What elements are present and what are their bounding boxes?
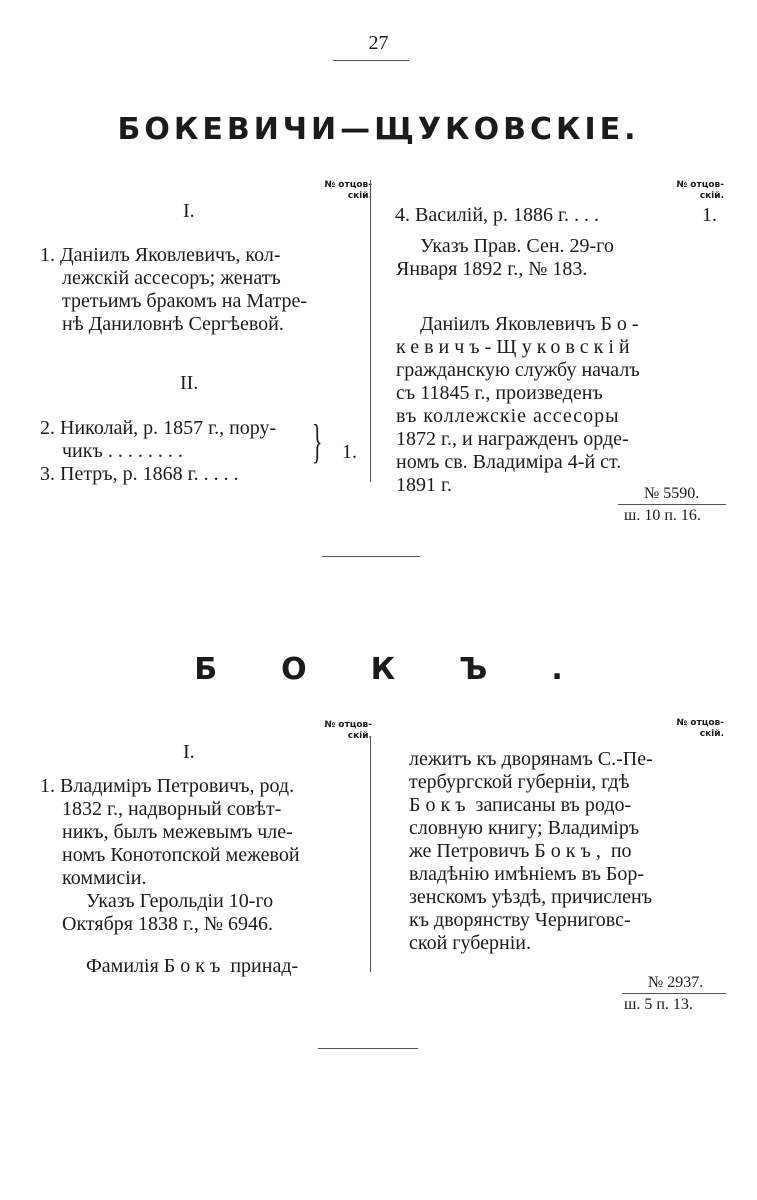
record-number: № 5590. <box>644 485 700 502</box>
biography-paragraph: Даніилъ Яковлевичъ Бо- кевичъ-Щуковскій гражданскую службу началъ съ 11845 г., произведенъ въ коллежскіе ассесоры 1872 г., и награжденъ орде- номъ св. Владиміра 4-й ст. 1891 г. <box>396 313 644 496</box>
column-note-right: № отцов- скій. <box>676 180 724 201</box>
page-number: 27 <box>368 32 389 54</box>
bracket-glyph: } <box>312 415 323 468</box>
entry-vasilii: 4. Василій, р. 1886 г. . . . <box>395 204 599 226</box>
record-rule <box>618 504 726 505</box>
brace-reference: 1. <box>342 441 357 463</box>
shelf-mark: ш. 10 п. 16. <box>624 507 701 524</box>
entry-vasilii-ref: 1. <box>702 204 717 226</box>
section-title-bok: БОКЪ. <box>194 652 627 687</box>
shelf-mark: ш. 5 п. 13. <box>624 996 693 1013</box>
page-end-rule <box>318 1048 418 1049</box>
record-number: № 2937. <box>648 974 704 991</box>
header-rule <box>333 60 409 61</box>
column-note-left: № отцов- скій. <box>324 720 372 741</box>
generation-label: I. <box>183 200 195 222</box>
column-note-left: № отцов- скій. <box>324 180 372 201</box>
record-rule <box>622 993 726 994</box>
entry-nikolai: 2. Николай, р. 1857 г., пору- <box>40 417 277 439</box>
entry-petr: 3. Петръ, р. 1868 г. . . . . <box>40 463 239 485</box>
family-line: Фамилія Бокъ принад- <box>86 955 299 977</box>
entry-nikolai-cont: чикъ . . . . . . . . <box>62 440 183 462</box>
column-divider <box>370 180 371 482</box>
generation-label: II. <box>180 372 199 394</box>
column-divider <box>370 736 371 972</box>
ukaz-block: Указъ Прав. Сен. 29-го Января 1892 г., № 183. <box>396 235 614 280</box>
generation-label: I. <box>183 741 195 763</box>
entry-vladimir: 1. Владиміръ Петровичъ, род. 1832 г., надворный совѣт- никъ, былъ межевымъ чле- номъ Конотопской межевой коммисіи. Указъ Герольдіи 10-го Октября 1838 г., № 6946. <box>40 775 300 935</box>
right-column-text: лежитъ къ дворянамъ С.-Пе- тербургской губерніи, гдѣ Бокъ записаны въ родо- словную книгу; Владиміръ же Петровичъ Бокъ, по владѣнію имѣніемъ въ Бор- зенскомъ уѣздѣ, причисленъ къ дворянству Черниговс- ской губерніи. <box>409 748 653 954</box>
column-note-right: № отцов- скій. <box>676 718 724 739</box>
entry-danil: 1. Даніилъ Яковлевичъ, кол- лежскій ассесоръ; женатъ третьимъ бракомъ на Матре- нѣ Даниловнѣ Сергѣевой. <box>40 244 308 335</box>
section-title-bokevichi: БОКЕВИЧИ—ЩУКОВСКІЕ. <box>117 112 640 147</box>
section-divider <box>322 556 420 557</box>
